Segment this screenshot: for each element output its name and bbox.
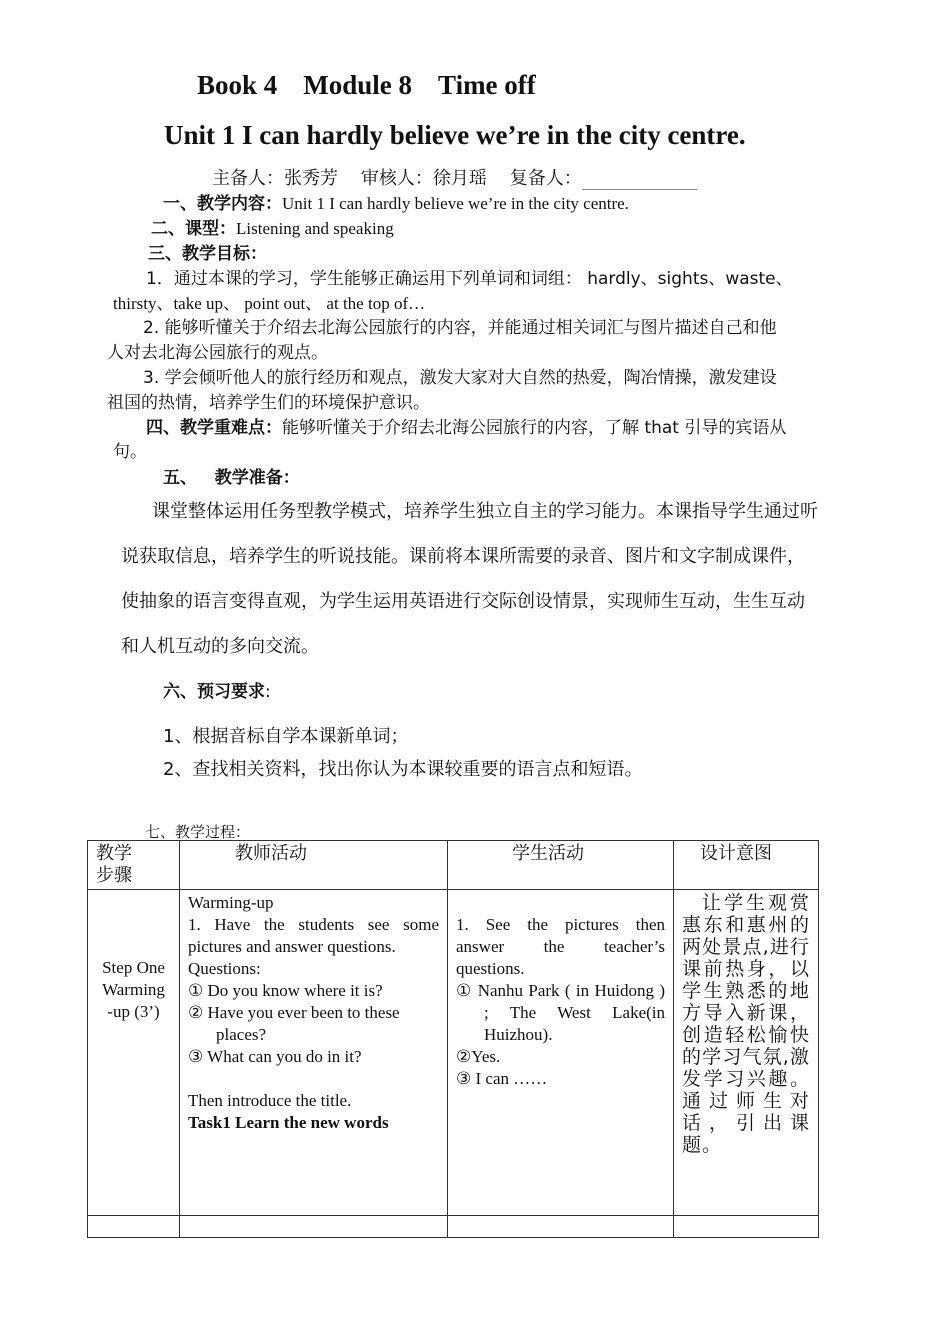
teacher-line: Questions:	[188, 959, 261, 978]
preparer: 主备人：张秀芳	[212, 168, 338, 189]
table-row	[88, 890, 819, 1216]
preview-item-1: 1、根据音标自学本课新单词；	[163, 726, 409, 747]
process-label: 七、教学过程：	[145, 823, 251, 841]
prep-line-1: 课堂整体运用任务型教学模式，培养学生独立自主的学习能力。本课指导学生通过听	[152, 501, 818, 522]
header-design: 设计意图	[674, 841, 819, 890]
type-label: 二、课型：	[151, 219, 236, 239]
student-activity-cell	[448, 890, 674, 1216]
section-preview	[163, 677, 271, 702]
header-student: 学生活动	[448, 841, 674, 890]
step-cell: Step One Warming -up (3’)	[88, 890, 180, 1216]
prep-line-3: 使抽象的语言变得直观，为学生运用英语进行交际创设情景，实现师生互动，生生互动	[121, 591, 805, 612]
content-label: 一、教学内容：	[163, 194, 282, 214]
task-heading: Task1 Learn the new words	[188, 1113, 389, 1132]
content-text: Unit 1 I can hardly believe we’re in the city centre.	[282, 194, 629, 213]
key-text-cont: 句。	[113, 442, 147, 462]
teacher-line: ① Do you know where it is?	[188, 981, 383, 1000]
section-type	[151, 214, 394, 239]
empty-cell	[674, 1216, 819, 1238]
header-teacher: 教师活动	[180, 841, 448, 890]
empty-cell	[448, 1216, 674, 1238]
header-step: 教学 步骤	[88, 841, 180, 890]
goal-3b: 祖国的热情，培养学生们的环境保护意识。	[107, 393, 430, 413]
design-intent-cell: 让学生观赏惠东和惠州的两处景点,进行课前热身，以学生熟悉的地方导入新课，创造轻松愉快的学习气氛,激发学习兴趣。通过师生对话，引出课题。	[674, 890, 819, 1216]
preview-colon: :	[265, 682, 271, 702]
prep-label: 五、 教学准备：	[163, 468, 300, 488]
student-line: ① Nanhu Park ( in Huidong ) ; The West Lake(in Huizhou).	[456, 981, 665, 1044]
goals-label: 三、教学目标：	[148, 244, 267, 264]
type-text: Listening and speaking	[236, 219, 394, 238]
preparer-info	[212, 164, 697, 190]
preview-label: 六、预习要求	[163, 682, 265, 702]
teacher-line: ③ What can you do in it?	[188, 1047, 362, 1066]
student-line: 1. See the pictures then answer the teacher’s questions.	[456, 915, 665, 978]
teacher-activity-cell	[180, 890, 448, 1216]
student-line: ③ I can ……	[456, 1069, 548, 1088]
goal-3a: 3. 学会倾听他人的旅行经历和观点，激发大家对大自然的热爱，陶冶情操，激发建设	[143, 368, 777, 388]
prep-line-2: 说获取信息，培养学生的听说技能。课前将本课所需要的录音、图片和文字制成课件，	[121, 546, 805, 567]
key-label: 四、教学重难点：	[146, 418, 282, 438]
reviewer: 审核人：徐月瑶	[360, 168, 487, 189]
module-label: Module 8	[303, 70, 413, 100]
teacher-line: ② Have you ever been to these places?	[188, 1003, 400, 1044]
teacher-line: Warming-up	[188, 893, 274, 912]
goal-2b: 人对去北海公园旅行的观点。	[107, 343, 328, 363]
unit-title: Unit 1 I can hardly believe we’re in the city centre.	[164, 120, 746, 150]
goal-1a: 1．通过本课的学习，学生能够正确运用下列单词和词组： hardly、sights、waste、	[146, 269, 793, 289]
preview-item-2: 2、查找相关资料，找出你认为本课较重要的语言点和短语。	[163, 759, 643, 780]
student-line: ②Yes.	[456, 1047, 501, 1066]
repreparer-blank	[582, 171, 697, 190]
key-text: 能够听懂关于介绍去北海公园旅行的内容，了解 that 引导的宾语从	[282, 418, 787, 438]
goal-2a: 2. 能够听懂关于介绍去北海公园旅行的内容，并能通过相关词汇与图片描述自己和他	[143, 318, 777, 338]
teacher-line-spacer	[188, 1068, 439, 1090]
empty-cell	[88, 1216, 180, 1238]
empty-cell	[180, 1216, 448, 1238]
teacher-line: 1. Have the students see some pictures and answer questions.	[188, 915, 439, 956]
section-key-points	[146, 413, 786, 438]
repreparer: 复备人：	[509, 168, 582, 189]
table-row-empty	[88, 1216, 819, 1238]
teaching-process-table	[87, 840, 819, 1238]
prep-line-4: 和人机互动的多向交流。	[121, 636, 319, 657]
section-content	[163, 189, 629, 214]
goal-1b: thirsty、take up、 point out、 at the top of…	[113, 294, 426, 313]
book-label: Book 4	[197, 70, 278, 100]
book-module-title	[197, 70, 562, 101]
topic-label: Time off	[438, 70, 536, 100]
teacher-line: Then introduce the title.	[188, 1091, 352, 1110]
table-header-row	[88, 841, 819, 890]
